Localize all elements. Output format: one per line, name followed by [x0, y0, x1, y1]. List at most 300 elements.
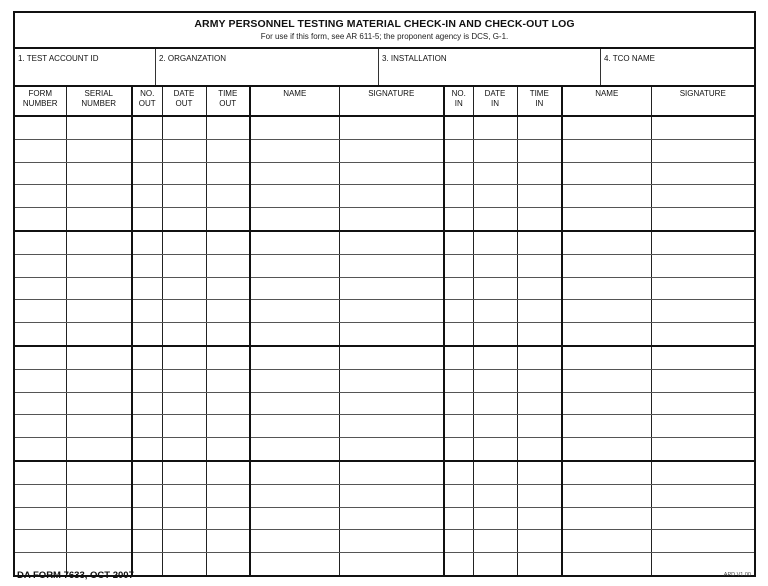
table-cell[interactable]	[206, 461, 250, 484]
table-cell[interactable]	[66, 484, 132, 507]
table-cell[interactable]	[250, 438, 339, 461]
table-cell[interactable]	[562, 323, 651, 346]
table-cell[interactable]	[473, 530, 517, 553]
table-cell[interactable]	[339, 185, 444, 208]
table-cell[interactable]	[444, 208, 473, 231]
table-cell[interactable]	[444, 185, 473, 208]
table-cell[interactable]	[206, 300, 250, 323]
table-cell[interactable]	[206, 507, 250, 530]
table-row	[15, 507, 754, 530]
column-header-line1: SIGNATURE	[679, 89, 726, 98]
table-cell[interactable]	[250, 162, 339, 185]
table-cell[interactable]	[562, 461, 651, 484]
table-cell[interactable]	[132, 208, 162, 231]
column-header-line1: FORM	[28, 89, 53, 98]
table-cell[interactable]	[132, 185, 162, 208]
table-row	[15, 346, 754, 369]
table-cell[interactable]	[132, 277, 162, 300]
table-cell[interactable]	[15, 438, 66, 461]
table-row	[15, 162, 754, 185]
table-cell[interactable]	[651, 484, 754, 507]
table-cell[interactable]	[444, 392, 473, 415]
table-cell[interactable]	[562, 277, 651, 300]
table-cell[interactable]	[339, 507, 444, 530]
table-cell[interactable]	[206, 254, 250, 277]
table-cell[interactable]	[562, 254, 651, 277]
column-header-line1: TIME	[218, 89, 238, 98]
table-cell[interactable]	[250, 323, 339, 346]
table-cell[interactable]	[473, 254, 517, 277]
table-row	[15, 323, 754, 346]
table-row	[15, 461, 754, 484]
table-cell[interactable]	[339, 530, 444, 553]
installation-field[interactable]	[379, 49, 601, 85]
table-cell[interactable]	[206, 277, 250, 300]
table-cell[interactable]	[162, 415, 206, 438]
table-cell[interactable]	[15, 208, 66, 231]
table-cell[interactable]	[206, 116, 250, 139]
column-header	[162, 87, 206, 116]
table-cell[interactable]	[132, 461, 162, 484]
column-header	[339, 87, 444, 116]
table-cell[interactable]	[473, 300, 517, 323]
table-row	[15, 415, 754, 438]
table-cell[interactable]	[473, 185, 517, 208]
table-cell[interactable]	[339, 162, 444, 185]
table-cell[interactable]	[444, 277, 473, 300]
table-cell[interactable]	[15, 484, 66, 507]
table-cell[interactable]	[132, 116, 162, 139]
table-cell[interactable]	[250, 553, 339, 575]
table-cell[interactable]	[339, 254, 444, 277]
table-cell[interactable]	[66, 438, 132, 461]
table-cell[interactable]	[473, 415, 517, 438]
column-header-line1: DATE	[173, 89, 195, 98]
table-cell[interactable]	[444, 484, 473, 507]
table-cell[interactable]	[473, 484, 517, 507]
table-cell[interactable]	[66, 185, 132, 208]
table-cell[interactable]	[473, 116, 517, 139]
table-row	[15, 254, 754, 277]
table-cell[interactable]	[651, 277, 754, 300]
column-header	[132, 87, 162, 116]
table-cell[interactable]	[206, 553, 250, 575]
table-cell[interactable]	[562, 369, 651, 392]
table-cell[interactable]	[517, 553, 562, 575]
table-cell[interactable]	[162, 162, 206, 185]
organization-field[interactable]	[156, 49, 379, 85]
table-cell[interactable]	[162, 277, 206, 300]
column-header-line2: NUMBER	[22, 99, 58, 108]
table-cell[interactable]	[132, 507, 162, 530]
table-row	[15, 369, 754, 392]
table-cell[interactable]	[66, 507, 132, 530]
table-cell[interactable]	[651, 208, 754, 231]
table-cell[interactable]	[250, 208, 339, 231]
column-header	[250, 87, 339, 116]
table-cell[interactable]	[473, 277, 517, 300]
table-cell[interactable]	[250, 369, 339, 392]
column-header-line1: NAME	[595, 89, 619, 98]
table-cell[interactable]	[66, 277, 132, 300]
installation-label: 3. INSTALLATION	[382, 54, 447, 63]
column-header-line2: IN	[491, 99, 499, 108]
table-cell[interactable]	[206, 392, 250, 415]
table-cell[interactable]	[473, 162, 517, 185]
table-cell[interactable]	[651, 139, 754, 162]
table-cell[interactable]	[473, 553, 517, 575]
table-cell[interactable]	[15, 530, 66, 553]
table-cell[interactable]	[132, 231, 162, 254]
table-cell[interactable]	[162, 484, 206, 507]
table-cell[interactable]	[15, 323, 66, 346]
table-cell[interactable]	[562, 507, 651, 530]
test-account-id-field[interactable]	[15, 49, 156, 85]
column-header-line2: NUMBER	[81, 99, 117, 108]
table-cell[interactable]	[15, 162, 66, 185]
table-row	[15, 116, 754, 139]
table-cell[interactable]	[162, 369, 206, 392]
table-cell[interactable]	[517, 162, 562, 185]
table-cell[interactable]	[132, 484, 162, 507]
table-cell[interactable]	[15, 415, 66, 438]
log-table	[15, 87, 754, 575]
table-cell[interactable]	[444, 461, 473, 484]
table-cell[interactable]	[162, 208, 206, 231]
table-row	[15, 185, 754, 208]
table-cell[interactable]	[517, 346, 562, 369]
table-row	[15, 530, 754, 553]
table-cell[interactable]	[15, 346, 66, 369]
table-cell[interactable]	[517, 116, 562, 139]
table-cell[interactable]	[562, 438, 651, 461]
table-cell[interactable]	[473, 323, 517, 346]
table-cell[interactable]	[162, 231, 206, 254]
column-header-line1: NO.	[140, 89, 155, 98]
tco-name-field[interactable]	[601, 49, 754, 85]
table-cell[interactable]	[339, 392, 444, 415]
table-cell[interactable]	[250, 300, 339, 323]
table-cell[interactable]	[444, 530, 473, 553]
table-cell[interactable]	[15, 461, 66, 484]
column-header-line2: IN	[454, 99, 463, 108]
table-cell[interactable]	[562, 346, 651, 369]
table-cell[interactable]	[15, 507, 66, 530]
column-header-line1: SIGNATURE	[368, 89, 415, 98]
column-header-line2: OUT	[138, 99, 156, 108]
table-cell[interactable]	[15, 139, 66, 162]
table-body	[15, 116, 754, 575]
table-cell[interactable]	[339, 139, 444, 162]
table-cell[interactable]	[206, 185, 250, 208]
table-cell[interactable]	[250, 116, 339, 139]
table-cell[interactable]	[651, 116, 754, 139]
column-header-line2: OUT	[175, 99, 193, 108]
table-cell[interactable]	[339, 461, 444, 484]
table-cell[interactable]	[15, 185, 66, 208]
table-cell[interactable]	[444, 162, 473, 185]
table-cell[interactable]	[162, 254, 206, 277]
table-cell[interactable]	[132, 162, 162, 185]
table-cell[interactable]	[562, 231, 651, 254]
table-cell[interactable]	[132, 392, 162, 415]
table-cell[interactable]	[651, 507, 754, 530]
table-cell[interactable]	[15, 369, 66, 392]
table-cell[interactable]	[473, 208, 517, 231]
table-cell[interactable]	[66, 300, 132, 323]
table-cell[interactable]	[66, 208, 132, 231]
table-cell[interactable]	[562, 162, 651, 185]
table-cell[interactable]	[473, 461, 517, 484]
column-header	[15, 87, 66, 116]
table-cell[interactable]	[562, 139, 651, 162]
table-cell[interactable]	[517, 369, 562, 392]
table-cell[interactable]	[651, 162, 754, 185]
organization-label: 2. ORGANZATION	[159, 54, 226, 63]
table-cell[interactable]	[250, 254, 339, 277]
table-cell[interactable]	[132, 369, 162, 392]
column-header-line2: IN	[535, 99, 544, 108]
table-cell[interactable]	[562, 484, 651, 507]
table-cell[interactable]	[444, 415, 473, 438]
table-cell[interactable]	[517, 277, 562, 300]
test-account-id-label: 1. TEST ACCOUNT ID	[18, 54, 99, 63]
table-cell[interactable]	[206, 438, 250, 461]
table-cell[interactable]	[517, 208, 562, 231]
table-cell[interactable]	[473, 139, 517, 162]
table-cell[interactable]	[162, 185, 206, 208]
table-cell[interactable]	[206, 484, 250, 507]
table-cell[interactable]	[339, 369, 444, 392]
table-cell[interactable]	[15, 300, 66, 323]
table-cell[interactable]	[651, 346, 754, 369]
table-cell[interactable]	[339, 323, 444, 346]
table-row	[15, 392, 754, 415]
table-cell[interactable]	[651, 530, 754, 553]
table-cell[interactable]	[66, 461, 132, 484]
table-cell[interactable]	[206, 369, 250, 392]
table-cell[interactable]	[162, 346, 206, 369]
table-cell[interactable]	[206, 139, 250, 162]
table-cell[interactable]	[517, 484, 562, 507]
table-cell[interactable]	[15, 231, 66, 254]
tco-name-label: 4. TCO NAME	[604, 54, 655, 63]
table-cell[interactable]	[132, 346, 162, 369]
table-cell[interactable]	[250, 346, 339, 369]
column-header	[444, 87, 473, 116]
column-header	[473, 87, 517, 116]
table-cell[interactable]	[651, 415, 754, 438]
column-header-line1: NAME	[283, 89, 307, 98]
table-cell[interactable]	[517, 530, 562, 553]
table-cell[interactable]	[473, 231, 517, 254]
column-header	[651, 87, 754, 116]
table-cell[interactable]	[250, 415, 339, 438]
table-row	[15, 484, 754, 507]
table-cell[interactable]	[250, 277, 339, 300]
table-cell[interactable]	[651, 300, 754, 323]
table-cell[interactable]	[206, 530, 250, 553]
column-header-line1: DATE	[484, 89, 506, 98]
form-header	[15, 13, 754, 49]
table-cell[interactable]	[66, 530, 132, 553]
table-cell[interactable]	[473, 369, 517, 392]
table-cell[interactable]	[339, 116, 444, 139]
table-cell[interactable]	[651, 438, 754, 461]
table-cell[interactable]	[66, 231, 132, 254]
table-cell[interactable]	[66, 162, 132, 185]
table-cell[interactable]	[66, 346, 132, 369]
table-cell[interactable]	[517, 254, 562, 277]
table-cell[interactable]	[339, 553, 444, 575]
column-header-line2: OUT	[219, 99, 237, 108]
table-cell[interactable]	[206, 208, 250, 231]
table-cell[interactable]	[473, 346, 517, 369]
table-row	[15, 300, 754, 323]
table-cell[interactable]	[206, 346, 250, 369]
table-cell[interactable]	[562, 553, 651, 575]
table-cell[interactable]	[339, 231, 444, 254]
table-cell[interactable]	[562, 185, 651, 208]
table-cell[interactable]	[444, 231, 473, 254]
table-cell[interactable]	[562, 300, 651, 323]
table-cell[interactable]	[206, 323, 250, 346]
column-header	[206, 87, 250, 116]
info-fields-row	[15, 49, 754, 87]
table-cell[interactable]	[66, 254, 132, 277]
table-cell[interactable]	[444, 116, 473, 139]
table-cell[interactable]	[444, 369, 473, 392]
table-cell[interactable]	[162, 553, 206, 575]
table-cell[interactable]	[66, 369, 132, 392]
table-cell[interactable]	[132, 300, 162, 323]
table-cell[interactable]	[339, 484, 444, 507]
table-cell[interactable]	[15, 392, 66, 415]
table-cell[interactable]	[250, 185, 339, 208]
table-cell[interactable]	[66, 116, 132, 139]
table-cell[interactable]	[651, 185, 754, 208]
table-cell[interactable]	[339, 438, 444, 461]
table-cell[interactable]	[132, 323, 162, 346]
form-title: ARMY PERSONNEL TESTING MATERIAL CHECK-IN AND CHECK-OUT LOG	[194, 18, 575, 30]
table-row	[15, 231, 754, 254]
table-cell[interactable]	[517, 392, 562, 415]
table-cell[interactable]	[206, 415, 250, 438]
table-cell[interactable]	[517, 300, 562, 323]
table-cell[interactable]	[162, 438, 206, 461]
table-cell[interactable]	[66, 323, 132, 346]
table-cell[interactable]	[444, 346, 473, 369]
table-cell[interactable]	[206, 162, 250, 185]
table-cell[interactable]	[473, 392, 517, 415]
table-cell[interactable]	[444, 438, 473, 461]
table-cell[interactable]	[444, 323, 473, 346]
table-cell[interactable]	[444, 553, 473, 575]
column-header-line1: NO.	[451, 89, 466, 98]
table-cell[interactable]	[339, 208, 444, 231]
table-cell[interactable]	[562, 208, 651, 231]
table-cell[interactable]	[339, 277, 444, 300]
table-cell[interactable]	[339, 415, 444, 438]
table-cell[interactable]	[517, 323, 562, 346]
table-cell[interactable]	[66, 415, 132, 438]
table-cell[interactable]	[15, 116, 66, 139]
table-cell[interactable]	[162, 461, 206, 484]
table-cell[interactable]	[162, 116, 206, 139]
table-cell[interactable]	[517, 461, 562, 484]
table-cell[interactable]	[562, 530, 651, 553]
table-cell[interactable]	[250, 484, 339, 507]
table-cell[interactable]	[517, 507, 562, 530]
table-cell[interactable]	[339, 300, 444, 323]
table-cell[interactable]	[444, 139, 473, 162]
table-header-row	[15, 87, 754, 116]
table-cell[interactable]	[162, 300, 206, 323]
table-cell[interactable]	[15, 254, 66, 277]
table-cell[interactable]	[651, 369, 754, 392]
table-cell[interactable]	[562, 392, 651, 415]
table-cell[interactable]	[651, 392, 754, 415]
table-cell[interactable]	[132, 139, 162, 162]
table-cell[interactable]	[651, 254, 754, 277]
table-row	[15, 139, 754, 162]
table-cell[interactable]	[473, 438, 517, 461]
table-cell[interactable]	[444, 254, 473, 277]
table-cell[interactable]	[162, 139, 206, 162]
table-cell[interactable]	[562, 116, 651, 139]
table-cell[interactable]	[517, 231, 562, 254]
table-row	[15, 208, 754, 231]
table-cell[interactable]	[250, 392, 339, 415]
table-cell[interactable]	[517, 139, 562, 162]
table-cell[interactable]	[651, 461, 754, 484]
table-cell[interactable]	[132, 553, 162, 575]
table-cell[interactable]	[651, 231, 754, 254]
table-cell[interactable]	[517, 415, 562, 438]
table-cell[interactable]	[162, 530, 206, 553]
table-cell[interactable]	[250, 231, 339, 254]
column-header	[517, 87, 562, 116]
table-cell[interactable]	[250, 507, 339, 530]
table-cell[interactable]	[517, 185, 562, 208]
table-cell[interactable]	[162, 392, 206, 415]
table-cell[interactable]	[339, 346, 444, 369]
table-cell[interactable]	[162, 507, 206, 530]
table-cell[interactable]	[132, 438, 162, 461]
table-cell[interactable]	[651, 323, 754, 346]
table-cell[interactable]	[66, 392, 132, 415]
table-cell[interactable]	[66, 139, 132, 162]
table-cell[interactable]	[15, 277, 66, 300]
form-number: DA FORM 7633, OCT 2007	[17, 570, 134, 581]
table-cell[interactable]	[473, 507, 517, 530]
table-cell[interactable]	[250, 139, 339, 162]
table-cell[interactable]	[132, 254, 162, 277]
table-cell[interactable]	[250, 530, 339, 553]
table-cell[interactable]	[132, 530, 162, 553]
table-cell[interactable]	[444, 300, 473, 323]
table-cell[interactable]	[517, 438, 562, 461]
table-cell[interactable]	[132, 415, 162, 438]
table-cell[interactable]	[444, 507, 473, 530]
table-row	[15, 277, 754, 300]
table-cell[interactable]	[250, 461, 339, 484]
table-cell[interactable]	[162, 323, 206, 346]
form-subtitle: For use if this form, see AR 611-5; the proponent agency is DCS, G-1.	[260, 32, 509, 41]
table-cell[interactable]	[206, 231, 250, 254]
version-label: APD V1.00	[723, 572, 751, 578]
table-cell[interactable]	[562, 415, 651, 438]
